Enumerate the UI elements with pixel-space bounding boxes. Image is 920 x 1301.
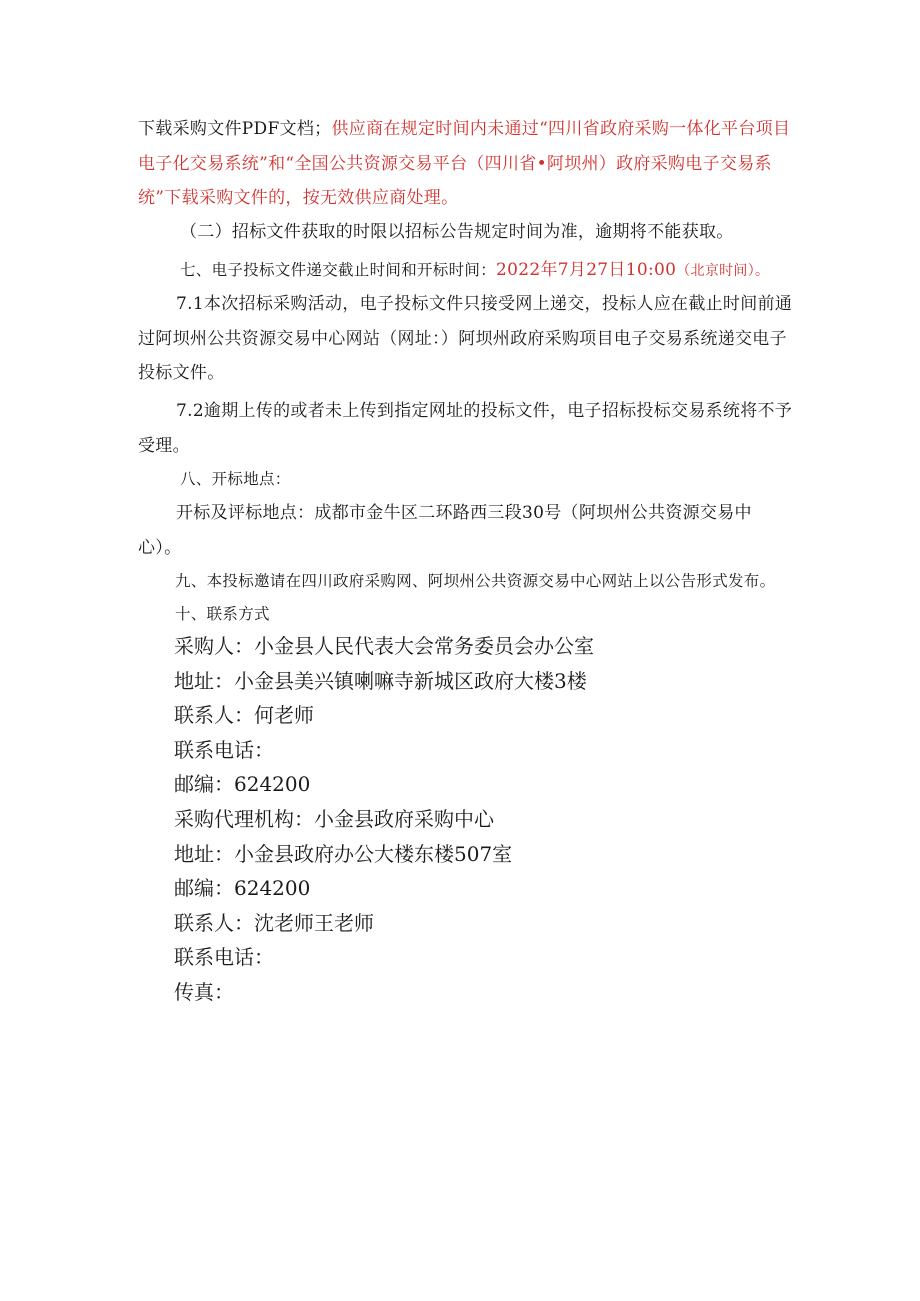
contact-value: 小金县政府采购中心	[314, 806, 494, 831]
heading-bid-opening-location: 八、开标地点：	[180, 470, 291, 488]
contact-label: 地址：	[174, 668, 234, 693]
contact-label: 联系电话：	[174, 737, 274, 762]
contact-label: 邮编：	[174, 876, 234, 901]
contact-info-list	[174, 629, 774, 1010]
paragraph-late-submission: 7.2逾期上传的或者未上传到指定网址的投标文件，电子招标投标交易系统将不予受理。	[138, 401, 793, 456]
contact-purchaser-person	[174, 698, 774, 733]
paragraph-bid-opening-address: 开标及评标地点：成都市金牛区二环路西三段30号（阿坝州公共资源交易中心）。	[138, 503, 752, 558]
contact-value: 小金县人民代表大会常务委员会办公室	[254, 634, 594, 658]
contact-purchaser-address	[174, 664, 774, 699]
download-notice-warning: 供应商在规定时间内未通过“四川省政府采购一体化平台项目电子化交易系统”和“全国公共资源交易平台（四川省•阿坝州）政府采购电子交易系统”下载采购文件的，按无效供应商处理。	[138, 119, 791, 208]
contact-value: 何老师	[254, 703, 314, 728]
contact-value: 624200	[234, 772, 311, 797]
contact-value: 沈老师王老师	[254, 910, 374, 935]
heading-submission-deadline	[180, 253, 800, 289]
contact-label: 联系电话：	[174, 945, 274, 970]
contact-agency-address	[174, 837, 774, 872]
contact-purchaser-phone	[174, 733, 774, 768]
submission-deadline-datetime: 2022年7月27日10:00	[496, 260, 677, 280]
paragraph-online-submission: 7.1本次招标采购活动，电子投标文件只接受网上递交，投标人应在截止时间前通过阿坝州公共资源交易中心网站（网址：）阿坝州政府采购项目电子交易系统递交电子投标文件。	[138, 294, 793, 383]
paragraph-acquisition-deadline: （二）招标文件获取的时限以招标公告规定时间为准，逾期将不能获取。	[180, 222, 734, 242]
paragraph-publication-notice: 九、本投标邀请在四川政府采购网、阿坝州公共资源交易中心网站上以公告形式发布。十、联系方式	[175, 572, 776, 623]
contact-agency-person	[174, 906, 774, 941]
contact-agency-postcode	[174, 871, 774, 906]
contact-label: 联系人：	[174, 703, 254, 728]
contact-label: 地址：	[174, 841, 234, 866]
submission-deadline-label: 七、电子投标文件递交截止时间和开标时间：	[180, 261, 497, 279]
download-notice-lead: 下载采购文件PDF文档；	[138, 119, 332, 139]
contact-agency	[174, 802, 774, 837]
contact-label: 邮编：	[174, 772, 234, 797]
paragraph-download-notice	[138, 112, 798, 216]
contact-purchaser	[174, 629, 774, 664]
contact-value: 小金县美兴镇喇嘛寺新城区政府大楼3楼	[234, 668, 587, 693]
contact-label: 采购人：	[174, 634, 254, 658]
contact-label: 联系人：	[174, 910, 254, 935]
contact-agency-phone	[174, 940, 774, 975]
contact-fax	[174, 975, 774, 1010]
contact-label: 采购代理机构：	[174, 806, 314, 831]
contact-value: 624200	[234, 876, 311, 901]
contact-label: 传真：	[174, 979, 234, 1004]
contact-purchaser-postcode	[174, 767, 774, 802]
contact-value: 小金县政府办公大楼东楼507室	[234, 841, 513, 866]
submission-deadline-timezone: （北京时间）。	[676, 263, 770, 279]
